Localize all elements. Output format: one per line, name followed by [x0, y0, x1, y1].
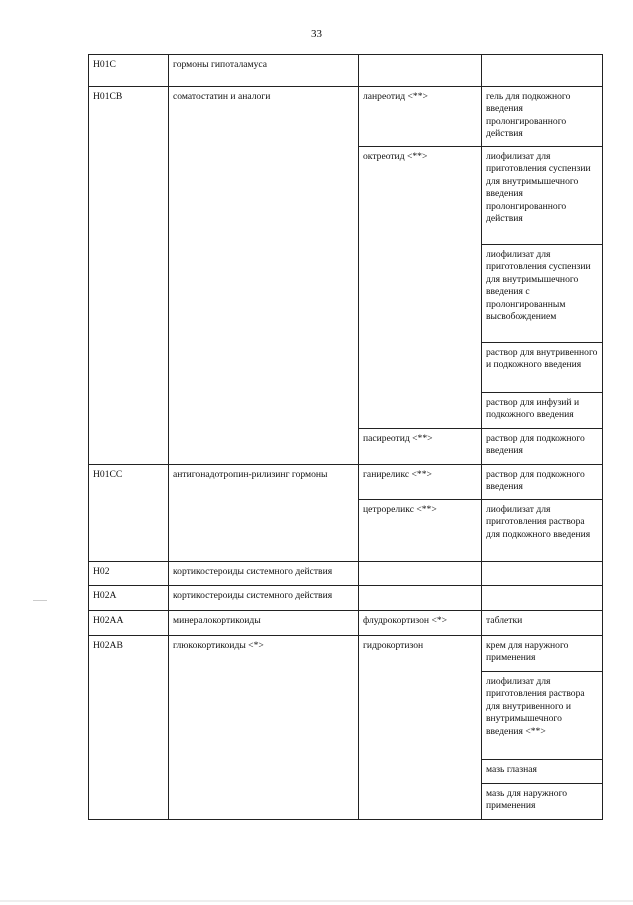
drug-name [359, 562, 482, 586]
drug-name: ганиреликс <**> [359, 465, 482, 500]
atc-code: H02A [89, 586, 169, 611]
drug-name: ланреотид <**> [359, 87, 482, 147]
drug-name: гидрокортизон [359, 636, 482, 820]
drug-name: пасиреотид <**> [359, 429, 482, 465]
atc-code: H01C [89, 55, 169, 87]
dosage-form: таблетки [482, 611, 603, 636]
atc-code: H02AB [89, 636, 169, 820]
table-row [89, 636, 603, 672]
drug-name: цетрореликс <**> [359, 500, 482, 562]
table-row [89, 465, 603, 500]
page-bottom-edge [0, 900, 633, 902]
table-row [89, 562, 603, 586]
anatomical-group-name: соматостатин и аналоги [169, 87, 359, 465]
page-number: 33 [311, 28, 322, 40]
dosage-form: лиофилизат для приготовления суспензии для внутримышечного введения с пролонгированным высвобождением [482, 245, 603, 343]
anatomical-group-name: гормоны гипоталамуса [169, 55, 359, 87]
table-row [89, 611, 603, 636]
anatomical-group-name: кортикостероиды системного действия [169, 562, 359, 586]
drug-name [359, 55, 482, 87]
atc-code: H01CB [89, 87, 169, 465]
dosage-form: лиофилизат для приготовления раствора для внутривенного и внутримышечного введения <**> [482, 672, 603, 760]
dosage-form: раствор для внутривенного и подкожного введения [482, 343, 603, 393]
table-row [89, 87, 603, 147]
atc-code: H01CC [89, 465, 169, 562]
dosage-form: гель для подкожного введения пролонгированного действия [482, 87, 603, 147]
dosage-form [482, 586, 603, 611]
anatomical-group-name: глюкокортикоиды <*> [169, 636, 359, 820]
dosage-form [482, 562, 603, 586]
medication-table [88, 54, 603, 820]
table-row [89, 586, 603, 611]
table-row [89, 55, 603, 87]
dosage-form: раствор для подкожного введения [482, 465, 603, 500]
dosage-form: лиофилизат для приготовления суспензии для внутримышечного введения пролонгированного действия [482, 147, 603, 245]
dosage-form: крем для наружного применения [482, 636, 603, 672]
atc-code: H02 [89, 562, 169, 586]
dosage-form [482, 55, 603, 87]
dosage-form: лиофилизат для приготовления раствора для подкожного введения [482, 500, 603, 562]
anatomical-group-name: кортикостероиды системного действия [169, 586, 359, 611]
anatomical-group-name: минералокортикоиды [169, 611, 359, 636]
atc-code: H02AA [89, 611, 169, 636]
anatomical-group-name: антигонадотропин-рилизинг гормоны [169, 465, 359, 562]
scan-artifact [33, 600, 47, 601]
drug-name: флудрокортизон <*> [359, 611, 482, 636]
drug-name [359, 586, 482, 611]
dosage-form: мазь глазная [482, 760, 603, 784]
dosage-form: раствор для подкожного введения [482, 429, 603, 465]
drug-name: октреотид <**> [359, 147, 482, 429]
dosage-form: раствор для инфузий и подкожного введения [482, 393, 603, 429]
dosage-form: мазь для наружного применения [482, 784, 603, 820]
